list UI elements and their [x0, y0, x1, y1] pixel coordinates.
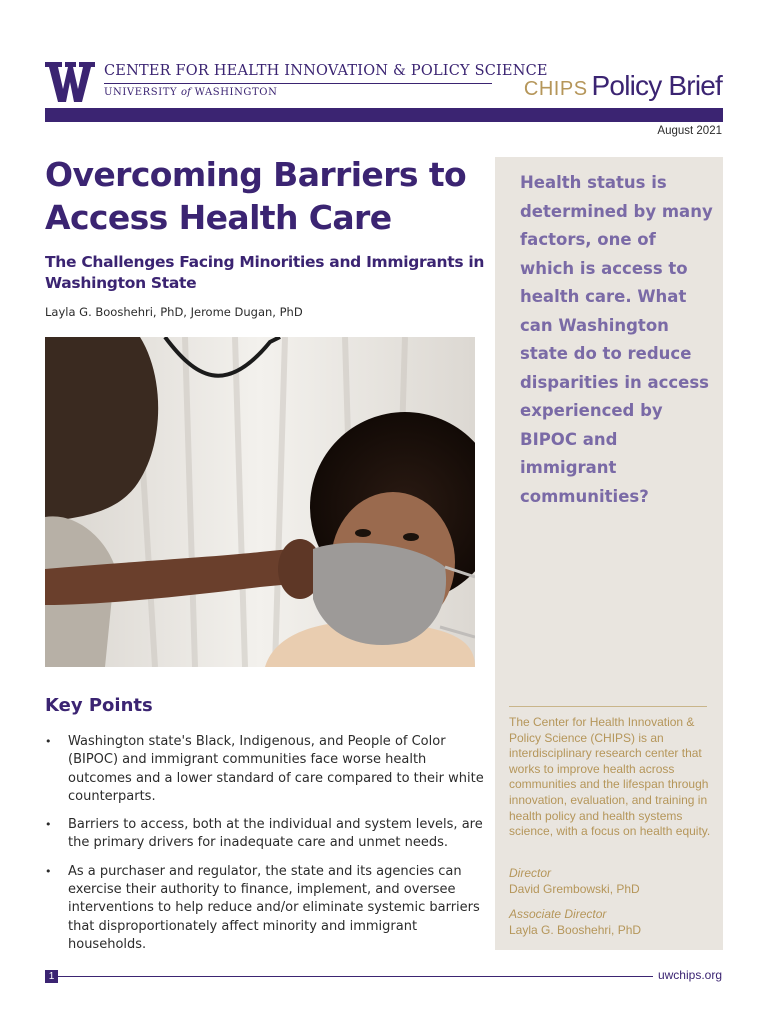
policy-brief-text: Policy Brief — [591, 70, 722, 101]
director-title: Director — [509, 866, 552, 880]
director-block — [509, 866, 709, 897]
about-chips: The Center for Health Innovation & Policy Science (CHIPS) is an interdisciplinary research center that works to improve health across communities and the lifespan through innovation, evaluation, and training in health policy and health systems science, with a focus on health equity. — [509, 715, 711, 839]
key-points-heading: Key Points — [45, 695, 153, 716]
clinician-child-mask-photo — [45, 337, 475, 667]
key-point-item: • Barriers to access, both at the individual and system levels, are the primary drivers for inadequate care and unmet needs. — [45, 816, 485, 853]
footer-url-link[interactable]: uwchips.org — [657, 968, 722, 982]
chips-label: CHIPS — [523, 78, 588, 100]
footer-divider — [58, 976, 653, 977]
policy-brief-label — [524, 70, 722, 102]
header-bar — [45, 108, 723, 122]
page-subtitle: The Challenges Facing Minorities and Immigrants in Washington State — [45, 253, 485, 292]
sidebar-divider — [509, 706, 707, 707]
director-name: David Grembowski, PhD — [509, 881, 640, 896]
page-title: Overcoming Barriers to Access Health Care — [45, 155, 467, 237]
uw-w-logo-icon — [45, 62, 95, 102]
key-point-item: • Washington state's Black, Indigenous, and People of Color (BIPOC) and immigrant communities face worse health outcomes and a lower standard of care compared to their white counterparts. — [45, 733, 485, 806]
key-point-item: • As a purchaser and regulator, the state and its agencies can exercise their authority to finance, implement, and oversee interventions to help reduce and/or eliminate systemic barriers that disproportionately affect minority and immigrant households. — [45, 863, 485, 954]
center-name: CENTER FOR HEALTH INNOVATION & POLICY SCIENCE — [104, 63, 548, 79]
sidebar — [495, 157, 723, 950]
university-name: UNIVERSITY of WASHINGTON — [104, 87, 278, 98]
header-divider — [104, 83, 492, 84]
key-points-list — [45, 733, 485, 964]
page-number: 1 — [45, 970, 58, 983]
associate-director-block — [509, 907, 709, 938]
authors: Layla G. Booshehri, PhD, Jerome Dugan, PhD — [45, 305, 303, 319]
pull-quote: Health status is determined by many factors, one of which is access to health care. What can Washington state do to reduce disparities in access experienced by BIPOC and immigrant communities? — [520, 173, 713, 506]
associate-director-name: Layla G. Booshehri, PhD — [509, 922, 642, 937]
publication-date: August 2021 — [657, 125, 722, 137]
associate-director-title: Associate Director — [509, 907, 607, 921]
